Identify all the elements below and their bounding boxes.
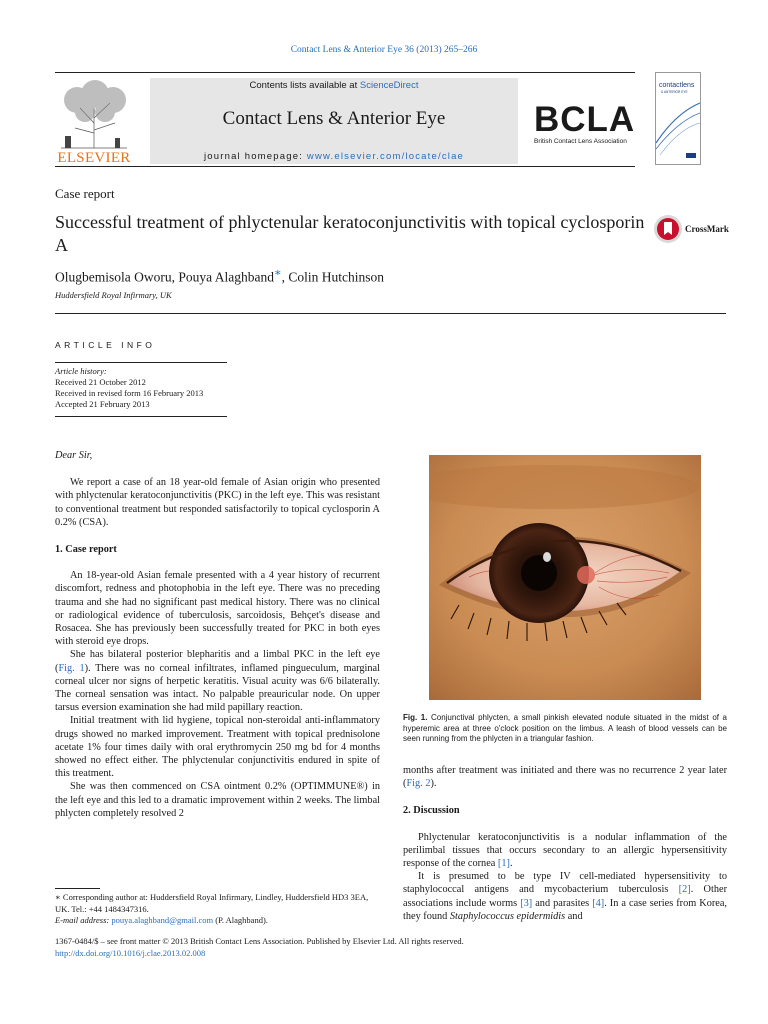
body-text: ). There was no corneal infiltrates, inflamed pingueculum, marginal corneal ulcer nor signs of herpetic keratitis. Visual acuity was 6/6 bilaterally. The corneal sensation was intact. No palpable preauricular node. On upper tarsus eversion examination she had mild papillary reaction. [55,662,380,714]
author-email-link[interactable]: pouya.alaghband@gmail.com [111,915,214,925]
species-name: Staphylococcus epidermidis [449,910,566,922]
author-name: Pouya Alaghband [178,269,274,285]
body-text: . In a case series from Korea, they found [403,897,727,922]
footnote-rule [55,888,100,889]
body-paragraph [403,870,727,923]
elsevier-wordmark: ELSEVIER [57,150,131,166]
bcla-society-name: British Contact Lens Association [534,138,627,145]
article-info-rule [55,416,227,417]
figure-caption-text: Conjunctival phlycten, a small pinkish elevated nodule situated in the midst of a hyperemic area at three o'clock position on the limbus. A leash of blood vessels can be seen running from the phlycten in a triangular fashion. [403,713,727,743]
figure-reference-link[interactable]: Fig. 2 [406,778,431,790]
body-paragraph [403,831,727,871]
body-paragraph: Initial treatment with lid hygiene, topical non-steroidal anti-inflammatory drugs showed no marked improvement. Treatment with topical prednisolone acetate 1% four times daily with oral erythromycin 250 mg bd for 4 months showed no effect either. The phlyctenular conjunctivitis endured in spite of this treatment. [55,715,380,780]
body-text: Phlyctenular keratoconjunctivitis is a nodular inflammation of the perilimbal tissues that occurs secondary to an allergic hypersensitivity response of the cornea [403,831,727,870]
journal-homepage-line [150,151,518,162]
bcla-wordmark: BCLA [534,100,636,139]
body-paragraph [403,764,727,790]
history-received: Received 21 October 2012 [55,377,146,387]
bcla-logo [534,102,635,145]
email-suffix: (P. Alaghband). [213,915,268,925]
body-right-column [403,764,727,923]
body-paragraph: She was then commenced on CSA ointment 0.2% (OPTIMMUNE®) in the left eye and this led to a dramatic improvement within 2 weeks. The limbal phlycten completely resolved 2 [55,781,380,819]
copyright-line: 1367-0484/$ – see front matter © 2013 British Contact Lens Association. Published by Elsevier Ltd. All rights reserved. [55,936,464,946]
author-affiliation: Huddersfield Royal Infirmary, UK [55,290,172,300]
header-rule-bottom [55,166,635,167]
section-heading-discussion: 2. Discussion [403,805,460,817]
citation-link[interactable]: [1] [497,858,510,870]
author-list [55,266,384,286]
contents-available-line [150,80,518,91]
article-info-rule [55,362,227,363]
sciencedirect-link[interactable]: ScienceDirect [359,80,419,91]
citation-link[interactable]: [2] [678,884,691,896]
homepage-prefix: journal homepage: [203,151,307,162]
cover-title: contactlens [659,82,695,89]
section-heading-case-report: 1. Case report [55,544,117,556]
body-text: . [509,858,513,870]
figure-1-eye-photo[interactable] [429,455,701,700]
journal-title: Contact Lens & Anterior Eye [222,108,446,129]
figure-1-caption [403,713,727,745]
article-title: Successful treatment of phlyctenular keratoconjunctivitis with topical cyclosporin A [55,212,645,255]
journal-reference[interactable]: Contact Lens & Anterior Eye 36 (2013) 265–266 [290,45,478,55]
body-text: months after treatment was initiated and there was no recurrence 2 year later ( [403,765,727,790]
body-text: It is presumed to be type IV cell-mediated hypersensitivity to staphylococcal antigens and mycobacterium tuberculosis [403,871,727,896]
homepage-link[interactable]: www.elsevier.com/locate/clae [306,151,465,162]
author-name: Colin Hutchinson [288,269,385,285]
body-text: She has bilateral posterior blepharitis and a limbal PKC in the left eye ( [55,649,380,674]
body-paragraph: An 18-year-old Asian female presented with a 4 year history of recurrent discomfort, redness and photophobia in the left eye. There was no preceding trauma and she had no significant past medical history. There was no clinical or radiological evidence of tuberculosis, sarcoidosis, Behçet's disease and Rosacea. She has previously been successfully treated for PKC in both eyes with steroid eye drops. [55,570,380,648]
contents-prefix: Contents lists available at [249,80,360,91]
crossmark-icon [653,214,683,244]
cover-subtitle: & ANTERIOR EYE [661,90,688,94]
email-label: E-mail address: [55,915,112,925]
citation-link[interactable]: [3] [520,897,533,909]
figure-label: Fig. 1. [403,713,428,722]
citation-link[interactable]: [4] [592,897,605,909]
author-separator: , [171,269,179,285]
article-info-heading: ARTICLE INFO [55,340,156,350]
footnote-text: Corresponding author at: Huddersfield Royal Infirmary, Lindley, Huddersfield HD3 3EA, UK. Tel.: +44 1484347316. [55,892,369,914]
crossmark-label: CrossMark [685,224,729,234]
history-label: Article history: [55,366,107,376]
history-revised: Received in revised form 16 February 2013 [55,388,204,398]
article-header-rule [55,313,726,314]
author-name: Olugbemisola Oworu [55,269,172,285]
body-left-column [55,449,380,820]
footnote-email-line [55,915,380,927]
journal-cover-thumbnail[interactable] [655,72,701,165]
article-history [55,366,203,410]
author-separator: , [281,269,289,285]
history-accepted: Accepted 21 February 2013 [55,399,150,409]
header-rule-top [55,72,635,73]
corresponding-author-footnote [55,892,380,927]
intro-paragraph: We report a case of an 18 year-old female of Asian origin who presented with phlyctenular keratoconjunctivitis (PKC) in the left eye. This was resistant to conventional treatment but responded satisfactorily to topical cyclosporin A 0.2% (CSA). [55,477,380,528]
doi-link[interactable]: http://dx.doi.org/10.1016/j.clae.2013.02.008 [55,947,206,958]
footnote-address [55,892,380,915]
crossmark-badge[interactable] [653,214,729,244]
figure-reference-link[interactable]: Fig. 1 [58,662,85,674]
body-text: . Other associations include worms [403,884,728,909]
body-text: and parasites [532,897,593,909]
body-text: ). [430,778,437,790]
body-text: and [565,910,583,922]
copyright-block [55,936,464,959]
body-paragraph [55,648,380,714]
footnote-mark: ∗ [55,892,61,902]
article-section-label: Case report [55,186,115,201]
salutation: Dear Sir, [55,450,93,461]
corresponding-author-mark[interactable]: ∗ [273,267,282,279]
